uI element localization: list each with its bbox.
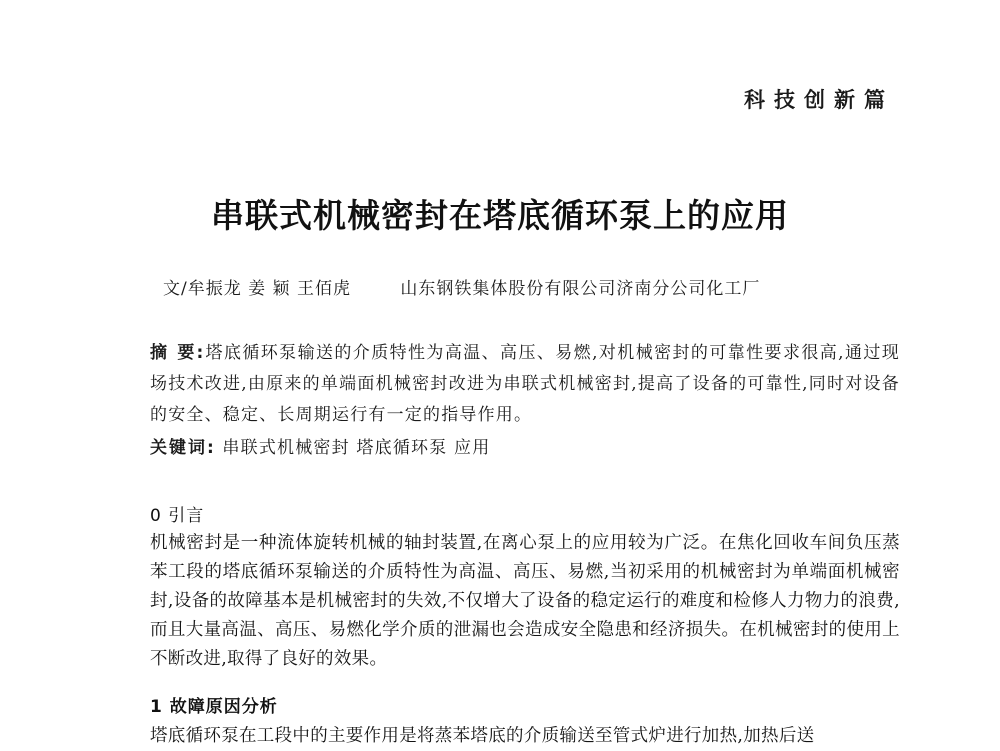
authors: 文/牟振龙 姜 颖 王佰虎 <box>163 279 351 299</box>
fault-analysis-text: 塔底循环泵在工段中的主要作用是将蒸苯塔底的介质输送至管式炉进行加热,加热后送 <box>150 726 815 746</box>
abstract <box>112 338 900 431</box>
abstract-text: 塔底循环泵输送的介质特性为高温、高压、易燃,对机械密封的可靠性要求很高,通过现场技术改进,由原来的单端面机械密封改进为串联式机械密封,提高了设备的可靠性,同时对设备的安全、稳定、长周期运行有一定的指导作用。 <box>150 343 901 425</box>
intro-paragraph <box>112 529 900 674</box>
byline <box>163 274 760 299</box>
section-heading-fault-analysis: 1 故障原因分析 <box>150 697 278 717</box>
keywords-label: 关键词: <box>150 438 216 458</box>
keywords <box>150 433 490 458</box>
fault-analysis-paragraph <box>112 722 900 751</box>
intro-text: 机械密封是一种流体旋转机械的轴封装置,在离心泵上的应用较为广泛。在焦化回收车间负压蒸苯工段的塔底循环泵输送的介质特性为高温、高压、易燃,当初采用的机械密封为单端面机械密封,设备的故障基本是机械密封的失效,不仅增大了设备的稳定运行的难度和检修人力物力的浪费,而且大量高温、高压、易燃化学介质的泄漏也会造成安全隐患和经济损失。在机械密封的使用上不断改进,取得了良好的效果。 <box>150 533 900 669</box>
article-title: 串联式机械密封在塔底循环泵上的应用 <box>211 196 789 235</box>
section-tag: 科技创新篇 <box>744 88 894 112</box>
abstract-label: 摘 要: <box>150 343 206 363</box>
section-heading-intro: 0 引言 <box>150 506 205 526</box>
keywords-text: 串联式机械密封 塔底循环泵 应用 <box>222 438 491 458</box>
affiliation: 山东钢铁集体股份有限公司济南分公司化工厂 <box>400 279 761 299</box>
